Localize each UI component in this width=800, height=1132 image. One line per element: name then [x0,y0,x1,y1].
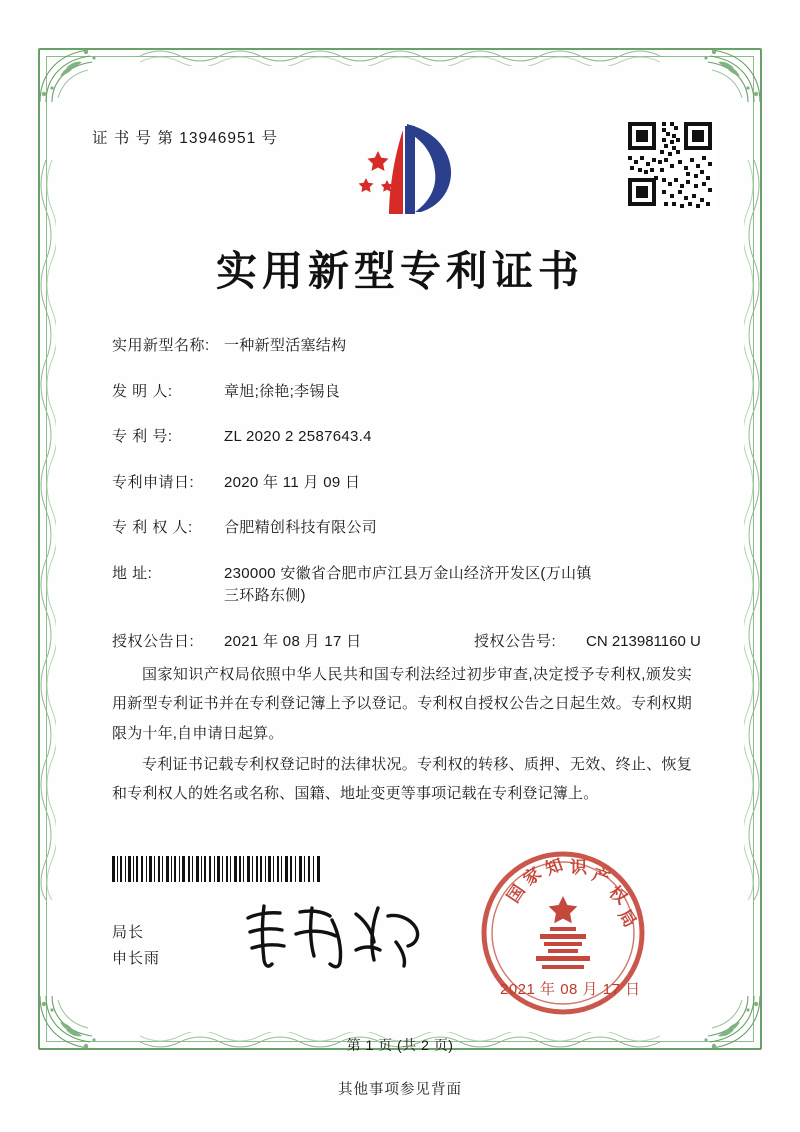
field-row-name [112,335,712,358]
svg-text:国: 国 [503,881,529,907]
field-value: 2021 年 08 月 17 日 [224,632,362,650]
field-value: 2020 年 11 月 09 日 [224,473,361,491]
field-value-line2: 三环路东侧) [224,587,306,604]
field-value: 一种新型活塞结构 [224,337,347,354]
field-row-inventor [112,381,712,404]
svg-text:产: 产 [589,864,613,889]
handwritten-signature-icon [238,898,428,974]
field-value: 合肥精创科技有限公司 [224,519,378,536]
qr-code [624,118,716,210]
field-list [112,335,712,676]
field-label-secondary: 授权公告号: [474,632,557,650]
field-label: 地 址: [112,564,153,582]
svg-text:家: 家 [519,863,545,890]
field-row-patentee [112,517,712,540]
field-value: 230000 安徽省合肥市庐江县万金山经济开发区(万山镇 [224,564,592,582]
field-row-application-date [112,472,712,495]
page-title: 实用新型专利证书 [216,248,584,294]
field-label: 实用新型名称: [112,337,210,354]
field-row-patent-number [112,426,712,449]
body-text [112,660,692,810]
field-row-announcement [112,631,712,654]
svg-text:知: 知 [542,855,566,879]
seal-date: 2021 年 08 月 17 日 [500,981,641,998]
signature-block [112,920,160,973]
field-value: 章旭;徐艳;李锡良 [224,382,341,400]
body-paragraph-1: 国家知识产权局依照中华人民共和国专利法经过初步审查,决定授予专利权,颁发实用新型专利证书并在专利登记簿上予以登记。专利权自授权公告之日起生效。专利权期限为十年,自申请日起算。 [112,666,692,742]
certificate-number: 证 书 号 第 13946951 号 [92,130,278,147]
field-value: ZL 2020 2 2587643.4 [224,428,372,445]
page-number: 第 1 页 (共 2 页) [346,1037,454,1053]
body-paragraph-2: 专利证书记载专利权登记时的法律状况。专利权的转移、质押、无效、终止、恢复和专利权人的姓名或名称、国籍、地址变更等事项记载在专利登记簿上。 [112,755,692,802]
svg-text:识: 识 [570,858,587,877]
svg-text:局: 局 [614,906,640,931]
field-value-wrapper [224,563,712,608]
field-value-secondary: CN 213981160 U [586,632,701,650]
field-label: 发 明 人: [112,382,173,400]
field-label: 专利申请日: [112,473,195,491]
field-label: 专 利 号: [112,428,173,445]
footer-note: 其他事项参见背面 [338,1082,462,1098]
barcode [112,856,322,882]
field-label: 专 利 权 人: [112,519,193,536]
cnipa-logo-icon [345,116,460,221]
signature-role-label: 局长 [112,924,145,941]
svg-text:权: 权 [605,882,631,908]
field-row-address [112,563,712,608]
signature-name-label: 申长雨 [112,950,161,968]
field-label: 授权公告日: [112,632,195,650]
